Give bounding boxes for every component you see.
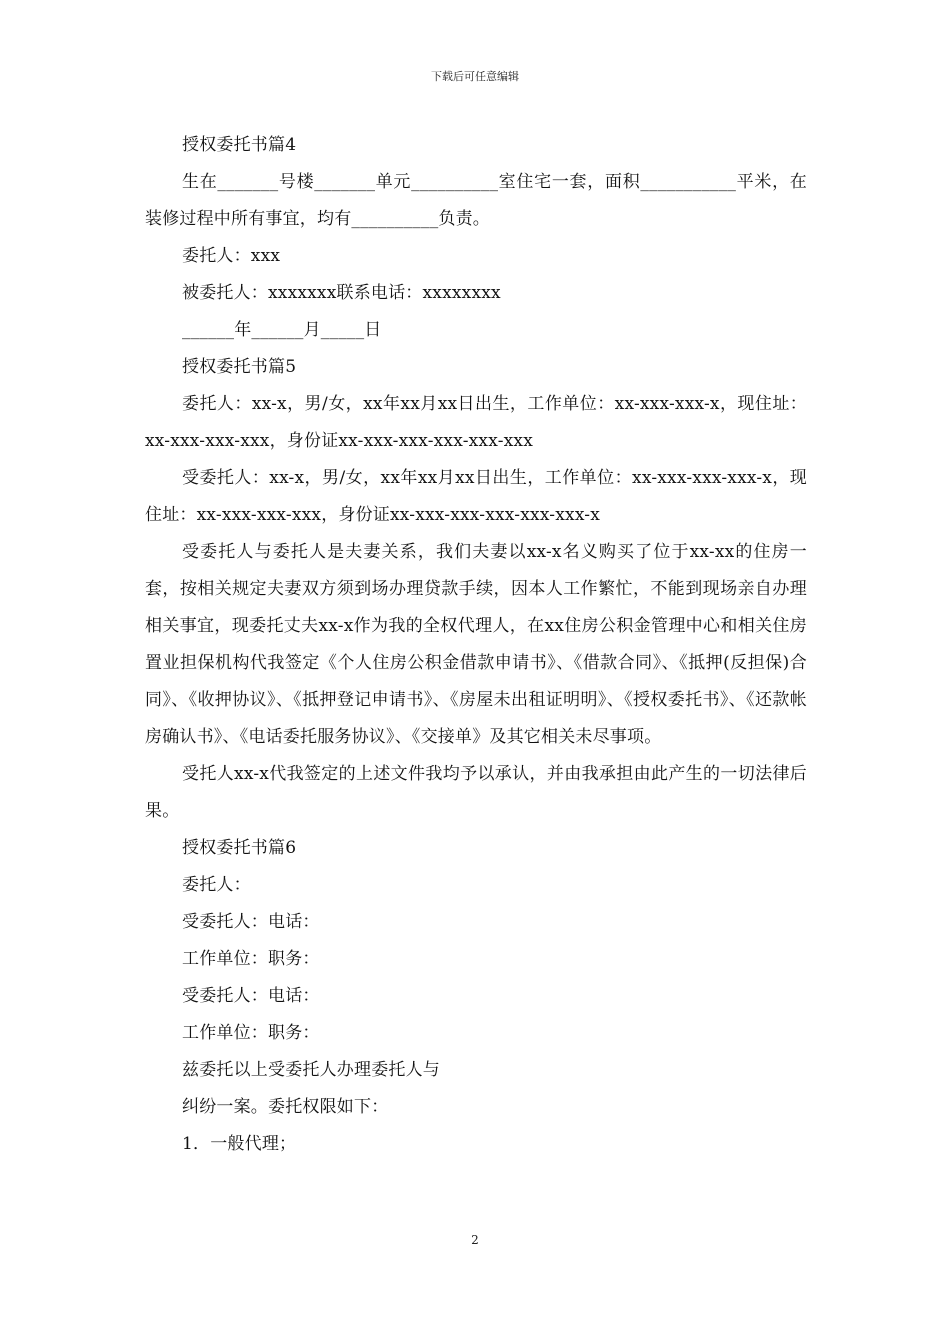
paragraph: 纠纷一案。委托权限如下： (182, 1097, 389, 1117)
section-title: 授权委托书篇6 (182, 838, 297, 858)
paragraph: 受委托人：电话： (182, 986, 320, 1006)
paragraph: 受委托人：电话： (182, 912, 320, 932)
document-body (145, 127, 807, 1163)
paragraph: 受委托人：xx-x，男/女，xx年xx月xx日出生，工作单位：xx-xxx-xxx-xxx-x，现住址：xx-xxx-xxx-xxx，身份证xx-xxx-xxx-xxx-xxx-xxx-x (145, 468, 807, 525)
paragraph: 委托人： (182, 875, 251, 895)
list-item: 1．一般代理； (182, 1134, 297, 1154)
section-title: 授权委托书篇4 (182, 135, 297, 155)
page-header: 下载后可任意编辑 (431, 70, 519, 83)
paragraph: 受托人xx-x代我签定的上述文件我均予以承认，并由我承担由此产生的一切法律后果。 (145, 764, 807, 821)
section-title: 授权委托书篇5 (182, 357, 297, 377)
paragraph: 生在_______号楼_______单元__________室住宅一套，面积___________平米，在装修过程中所有事宜，均有__________负责。 (145, 172, 807, 229)
page-number: 2 (471, 1233, 479, 1247)
paragraph: 受委托人与委托人是夫妻关系，我们夫妻以xx-x名义购买了位于xx-xx的住房一套，按相关规定夫妻双方须到场办理贷款手续，因本人工作繁忙，不能到现场亲自办理相关事宜，现委托丈夫xx-x作为我的全权代理人，在xx住房公积金管理中心和相关住房置业担保机构代我签定《个人住房公积金借款申请书》、《借款合同》、《抵押(反担保)合同》、《收押协议》、《抵押登记申请书》、《房屋未出租证明明》、《授权委托书》、《还款帐房确认书》、《电话委托服务协议》、《交接单》及其它相关未尽事项。 (145, 542, 807, 747)
paragraph: 委托人：xxx (182, 246, 281, 266)
paragraph: 被委托人：xxxxxxx联系电话：xxxxxxxx (182, 283, 501, 303)
paragraph: 委托人：xx-x，男/女，xx年xx月xx日出生，工作单位：xx-xxx-xxx-x，现住址：xx-xxx-xxx-xxx，身份证xx-xxx-xxx-xxx-xxx-xxx (145, 394, 807, 451)
paragraph: 工作单位：职务： (182, 1023, 320, 1043)
paragraph: 工作单位：职务： (182, 949, 320, 969)
paragraph: 兹委托以上受委托人办理委托人与 (182, 1060, 440, 1080)
date-line: ______年______月_____日 (182, 320, 382, 340)
